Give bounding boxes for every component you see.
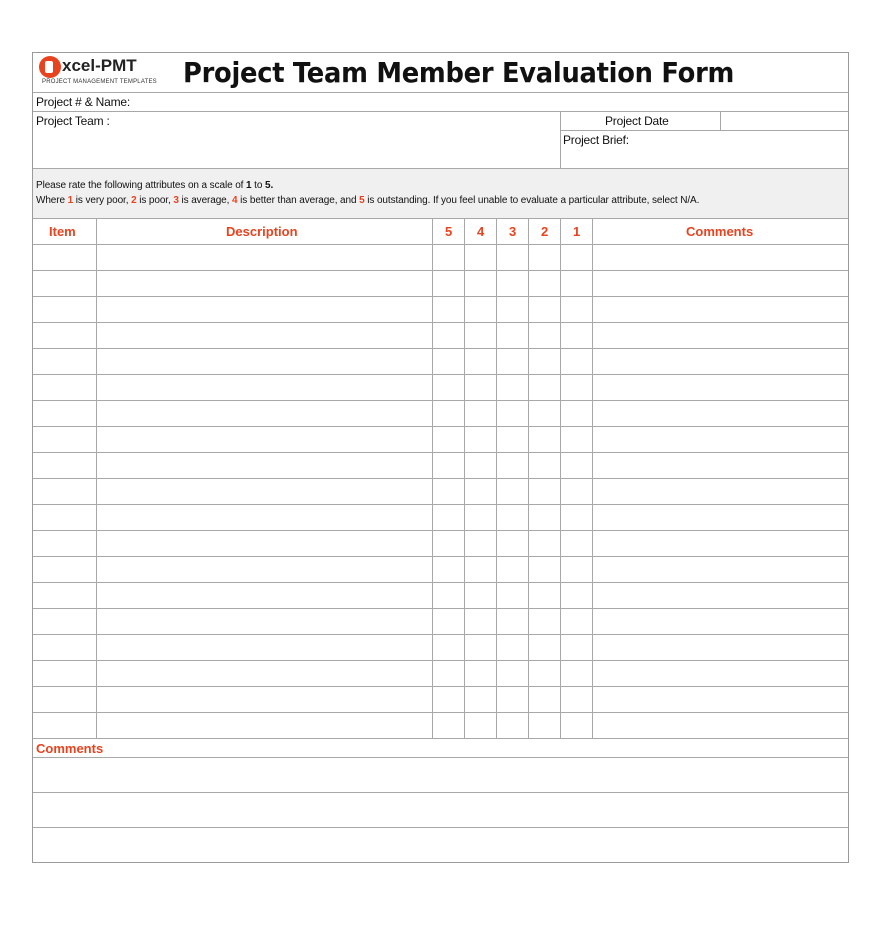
table-cell[interactable]: [497, 349, 528, 374]
table-cell[interactable]: [433, 245, 464, 270]
table-cell[interactable]: [593, 245, 848, 270]
table-cell[interactable]: [497, 245, 528, 270]
table-cell[interactable]: [593, 609, 848, 634]
table-column-divider: [496, 218, 497, 738]
table-cell[interactable]: [497, 323, 528, 348]
table-cell[interactable]: [465, 583, 496, 608]
table-cell[interactable]: [561, 375, 592, 400]
table-cell[interactable]: [34, 245, 96, 270]
table-cell[interactable]: [593, 323, 848, 348]
comments-line[interactable]: [33, 793, 848, 827]
table-cell[interactable]: [561, 297, 592, 322]
col-header-rating-3: 3: [509, 224, 517, 239]
table-cell[interactable]: [97, 401, 432, 426]
table-cell[interactable]: [433, 713, 464, 738]
table-cell[interactable]: [593, 635, 848, 660]
table-cell[interactable]: [529, 687, 560, 712]
table-cell[interactable]: [433, 453, 464, 478]
table-cell[interactable]: [497, 661, 528, 686]
table-cell[interactable]: [529, 609, 560, 634]
table-cell[interactable]: [97, 531, 432, 556]
table-cell[interactable]: [34, 609, 96, 634]
table-cell[interactable]: [34, 635, 96, 660]
table-cell[interactable]: [97, 323, 432, 348]
table-column-divider: [528, 218, 529, 738]
table-column-divider: [560, 218, 561, 738]
table-cell[interactable]: [34, 297, 96, 322]
table-cell[interactable]: [465, 245, 496, 270]
table-cell[interactable]: [593, 401, 848, 426]
table-cell[interactable]: [97, 245, 432, 270]
table-cell[interactable]: [97, 635, 432, 660]
table-cell[interactable]: [497, 713, 528, 738]
table-column-divider: [464, 218, 465, 738]
table-cell[interactable]: [529, 557, 560, 582]
table-cell[interactable]: [561, 557, 592, 582]
table-cell[interactable]: [433, 583, 464, 608]
table-cell[interactable]: [34, 713, 96, 738]
table-cell[interactable]: [433, 323, 464, 348]
table-cell[interactable]: [34, 557, 96, 582]
table-cell[interactable]: [34, 427, 96, 452]
table-cell[interactable]: [497, 531, 528, 556]
table-cell[interactable]: [465, 323, 496, 348]
table-cell[interactable]: [433, 401, 464, 426]
table-cell[interactable]: [34, 505, 96, 530]
table-cell[interactable]: [465, 531, 496, 556]
table-cell[interactable]: [34, 479, 96, 504]
table-cell[interactable]: [497, 479, 528, 504]
table-cell[interactable]: [593, 453, 848, 478]
table-cell[interactable]: [497, 271, 528, 296]
table-cell[interactable]: [497, 427, 528, 452]
table-cell[interactable]: [97, 583, 432, 608]
table-cell[interactable]: [465, 505, 496, 530]
table-cell[interactable]: [529, 505, 560, 530]
table-cell[interactable]: [497, 687, 528, 712]
comments-section-label: Comments: [36, 741, 104, 756]
table-cell[interactable]: [561, 479, 592, 504]
table-cell[interactable]: [529, 349, 560, 374]
comments-line[interactable]: [33, 828, 848, 862]
table-cell[interactable]: [529, 453, 560, 478]
table-cell[interactable]: [593, 427, 848, 452]
page-title: Project Team Member Evaluation Form: [183, 56, 735, 89]
table-cell[interactable]: [593, 349, 848, 374]
logo-subtitle: PROJECT MANAGEMENT TEMPLATES: [42, 79, 157, 85]
table-cell[interactable]: [433, 271, 464, 296]
table-cell[interactable]: [561, 531, 592, 556]
table-cell[interactable]: [97, 505, 432, 530]
table-cell[interactable]: [593, 505, 848, 530]
table-cell[interactable]: [97, 453, 432, 478]
project-name-label: Project # & Name:: [36, 95, 130, 109]
instructions-band: [33, 169, 848, 218]
table-cell[interactable]: [561, 635, 592, 660]
table-cell[interactable]: [34, 323, 96, 348]
table-cell[interactable]: [529, 635, 560, 660]
project-date-field[interactable]: [721, 112, 848, 130]
table-cell[interactable]: [97, 687, 432, 712]
table-cell[interactable]: [561, 687, 592, 712]
table-cell[interactable]: [465, 609, 496, 634]
table-cell[interactable]: [97, 661, 432, 686]
table-cell[interactable]: [497, 297, 528, 322]
table-cell[interactable]: [593, 661, 848, 686]
table-cell[interactable]: [34, 583, 96, 608]
table-cell[interactable]: [34, 531, 96, 556]
table-cell[interactable]: [97, 557, 432, 582]
table-cell[interactable]: [561, 453, 592, 478]
table-cell[interactable]: [97, 375, 432, 400]
table-cell[interactable]: [465, 557, 496, 582]
table-cell[interactable]: [34, 453, 96, 478]
table-cell[interactable]: [465, 297, 496, 322]
table-cell[interactable]: [561, 427, 592, 452]
table-cell[interactable]: [529, 427, 560, 452]
table-cell[interactable]: [34, 401, 96, 426]
table-cell[interactable]: [593, 713, 848, 738]
table-cell[interactable]: [34, 349, 96, 374]
table-cell[interactable]: [561, 349, 592, 374]
table-cell[interactable]: [97, 271, 432, 296]
table-cell[interactable]: [497, 375, 528, 400]
table-cell[interactable]: [529, 375, 560, 400]
table-cell[interactable]: [433, 349, 464, 374]
table-column-divider: [96, 218, 97, 738]
table-cell[interactable]: [433, 661, 464, 686]
col-header-description: Description: [226, 224, 298, 239]
project-team-label: Project Team :: [36, 114, 110, 128]
logo-brand: xcel-PMT: [62, 56, 137, 75]
col-header-rating-1: 1: [573, 224, 581, 239]
table-cell[interactable]: [529, 297, 560, 322]
table-cell[interactable]: [497, 609, 528, 634]
table-cell[interactable]: [433, 427, 464, 452]
table-column-divider: [432, 218, 433, 738]
table-cell[interactable]: [593, 375, 848, 400]
instructions-line-2: Where 1 is very poor, 2 is poor, 3 is average, 4 is better than average, and 5 is outstanding. If you feel unable to evaluate a particular attribute, select N/A.: [36, 195, 700, 206]
table-column-divider: [592, 218, 593, 738]
table-cell[interactable]: [97, 427, 432, 452]
table-cell[interactable]: [593, 583, 848, 608]
table-cell[interactable]: [465, 713, 496, 738]
table-cell[interactable]: [34, 661, 96, 686]
table-cell[interactable]: [593, 687, 848, 712]
table-cell[interactable]: [97, 297, 432, 322]
table-cell[interactable]: [529, 271, 560, 296]
table-cell[interactable]: [465, 635, 496, 660]
table-cell[interactable]: [433, 505, 464, 530]
table-cell[interactable]: [34, 271, 96, 296]
table-cell[interactable]: [433, 479, 464, 504]
table-cell[interactable]: [561, 323, 592, 348]
table-cell[interactable]: [97, 479, 432, 504]
table-cell[interactable]: [529, 531, 560, 556]
table-cell[interactable]: [433, 635, 464, 660]
table-cell[interactable]: [433, 557, 464, 582]
table-cell[interactable]: [593, 557, 848, 582]
table-cell[interactable]: [465, 401, 496, 426]
table-cell[interactable]: [433, 531, 464, 556]
table-cell[interactable]: [465, 453, 496, 478]
logo-icon: [39, 56, 61, 78]
table-row-divider: [33, 738, 848, 739]
table-cell[interactable]: [497, 635, 528, 660]
table-cell[interactable]: [497, 453, 528, 478]
table-cell[interactable]: [593, 479, 848, 504]
table-cell[interactable]: [34, 375, 96, 400]
comments-line[interactable]: [33, 758, 848, 792]
table-cell[interactable]: [97, 713, 432, 738]
table-cell[interactable]: [34, 687, 96, 712]
table-cell[interactable]: [561, 713, 592, 738]
table-cell[interactable]: [529, 323, 560, 348]
table-cell[interactable]: [465, 661, 496, 686]
table-cell[interactable]: [465, 375, 496, 400]
col-header-item: Item: [49, 224, 76, 239]
instructions-line-1: Please rate the following attributes on a scale of 1 to 5.: [36, 180, 274, 191]
table-cell[interactable]: [433, 375, 464, 400]
table-cell[interactable]: [593, 531, 848, 556]
table-cell[interactable]: [529, 479, 560, 504]
col-header-rating-5: 5: [445, 224, 453, 239]
col-header-rating-4: 4: [477, 224, 485, 239]
table-cell[interactable]: [529, 583, 560, 608]
table-cell[interactable]: [529, 661, 560, 686]
table-cell[interactable]: [433, 609, 464, 634]
table-cell[interactable]: [433, 687, 464, 712]
table-cell[interactable]: [561, 505, 592, 530]
project-brief-label: Project Brief:: [563, 133, 629, 147]
table-cell[interactable]: [561, 271, 592, 296]
table-cell[interactable]: [561, 401, 592, 426]
table-cell[interactable]: [465, 271, 496, 296]
table-cell[interactable]: [561, 609, 592, 634]
table-cell[interactable]: [497, 557, 528, 582]
table-cell[interactable]: [465, 479, 496, 504]
table-cell[interactable]: [433, 297, 464, 322]
table-cell[interactable]: [529, 401, 560, 426]
table-cell[interactable]: [497, 505, 528, 530]
col-header-rating-2: 2: [541, 224, 549, 239]
table-cell[interactable]: [529, 245, 560, 270]
table-cell[interactable]: [97, 609, 432, 634]
table-cell[interactable]: [593, 271, 848, 296]
table-cell[interactable]: [529, 713, 560, 738]
table-cell[interactable]: [593, 297, 848, 322]
project-date-label: Project Date: [605, 114, 669, 128]
col-header-comments: Comments: [686, 224, 754, 239]
table-cell[interactable]: [561, 245, 592, 270]
table-cell[interactable]: [561, 583, 592, 608]
table-cell[interactable]: [465, 687, 496, 712]
table-cell[interactable]: [465, 349, 496, 374]
table-cell[interactable]: [465, 427, 496, 452]
table-cell[interactable]: [497, 583, 528, 608]
table-cell[interactable]: [561, 661, 592, 686]
table-cell[interactable]: [97, 349, 432, 374]
table-cell[interactable]: [497, 401, 528, 426]
